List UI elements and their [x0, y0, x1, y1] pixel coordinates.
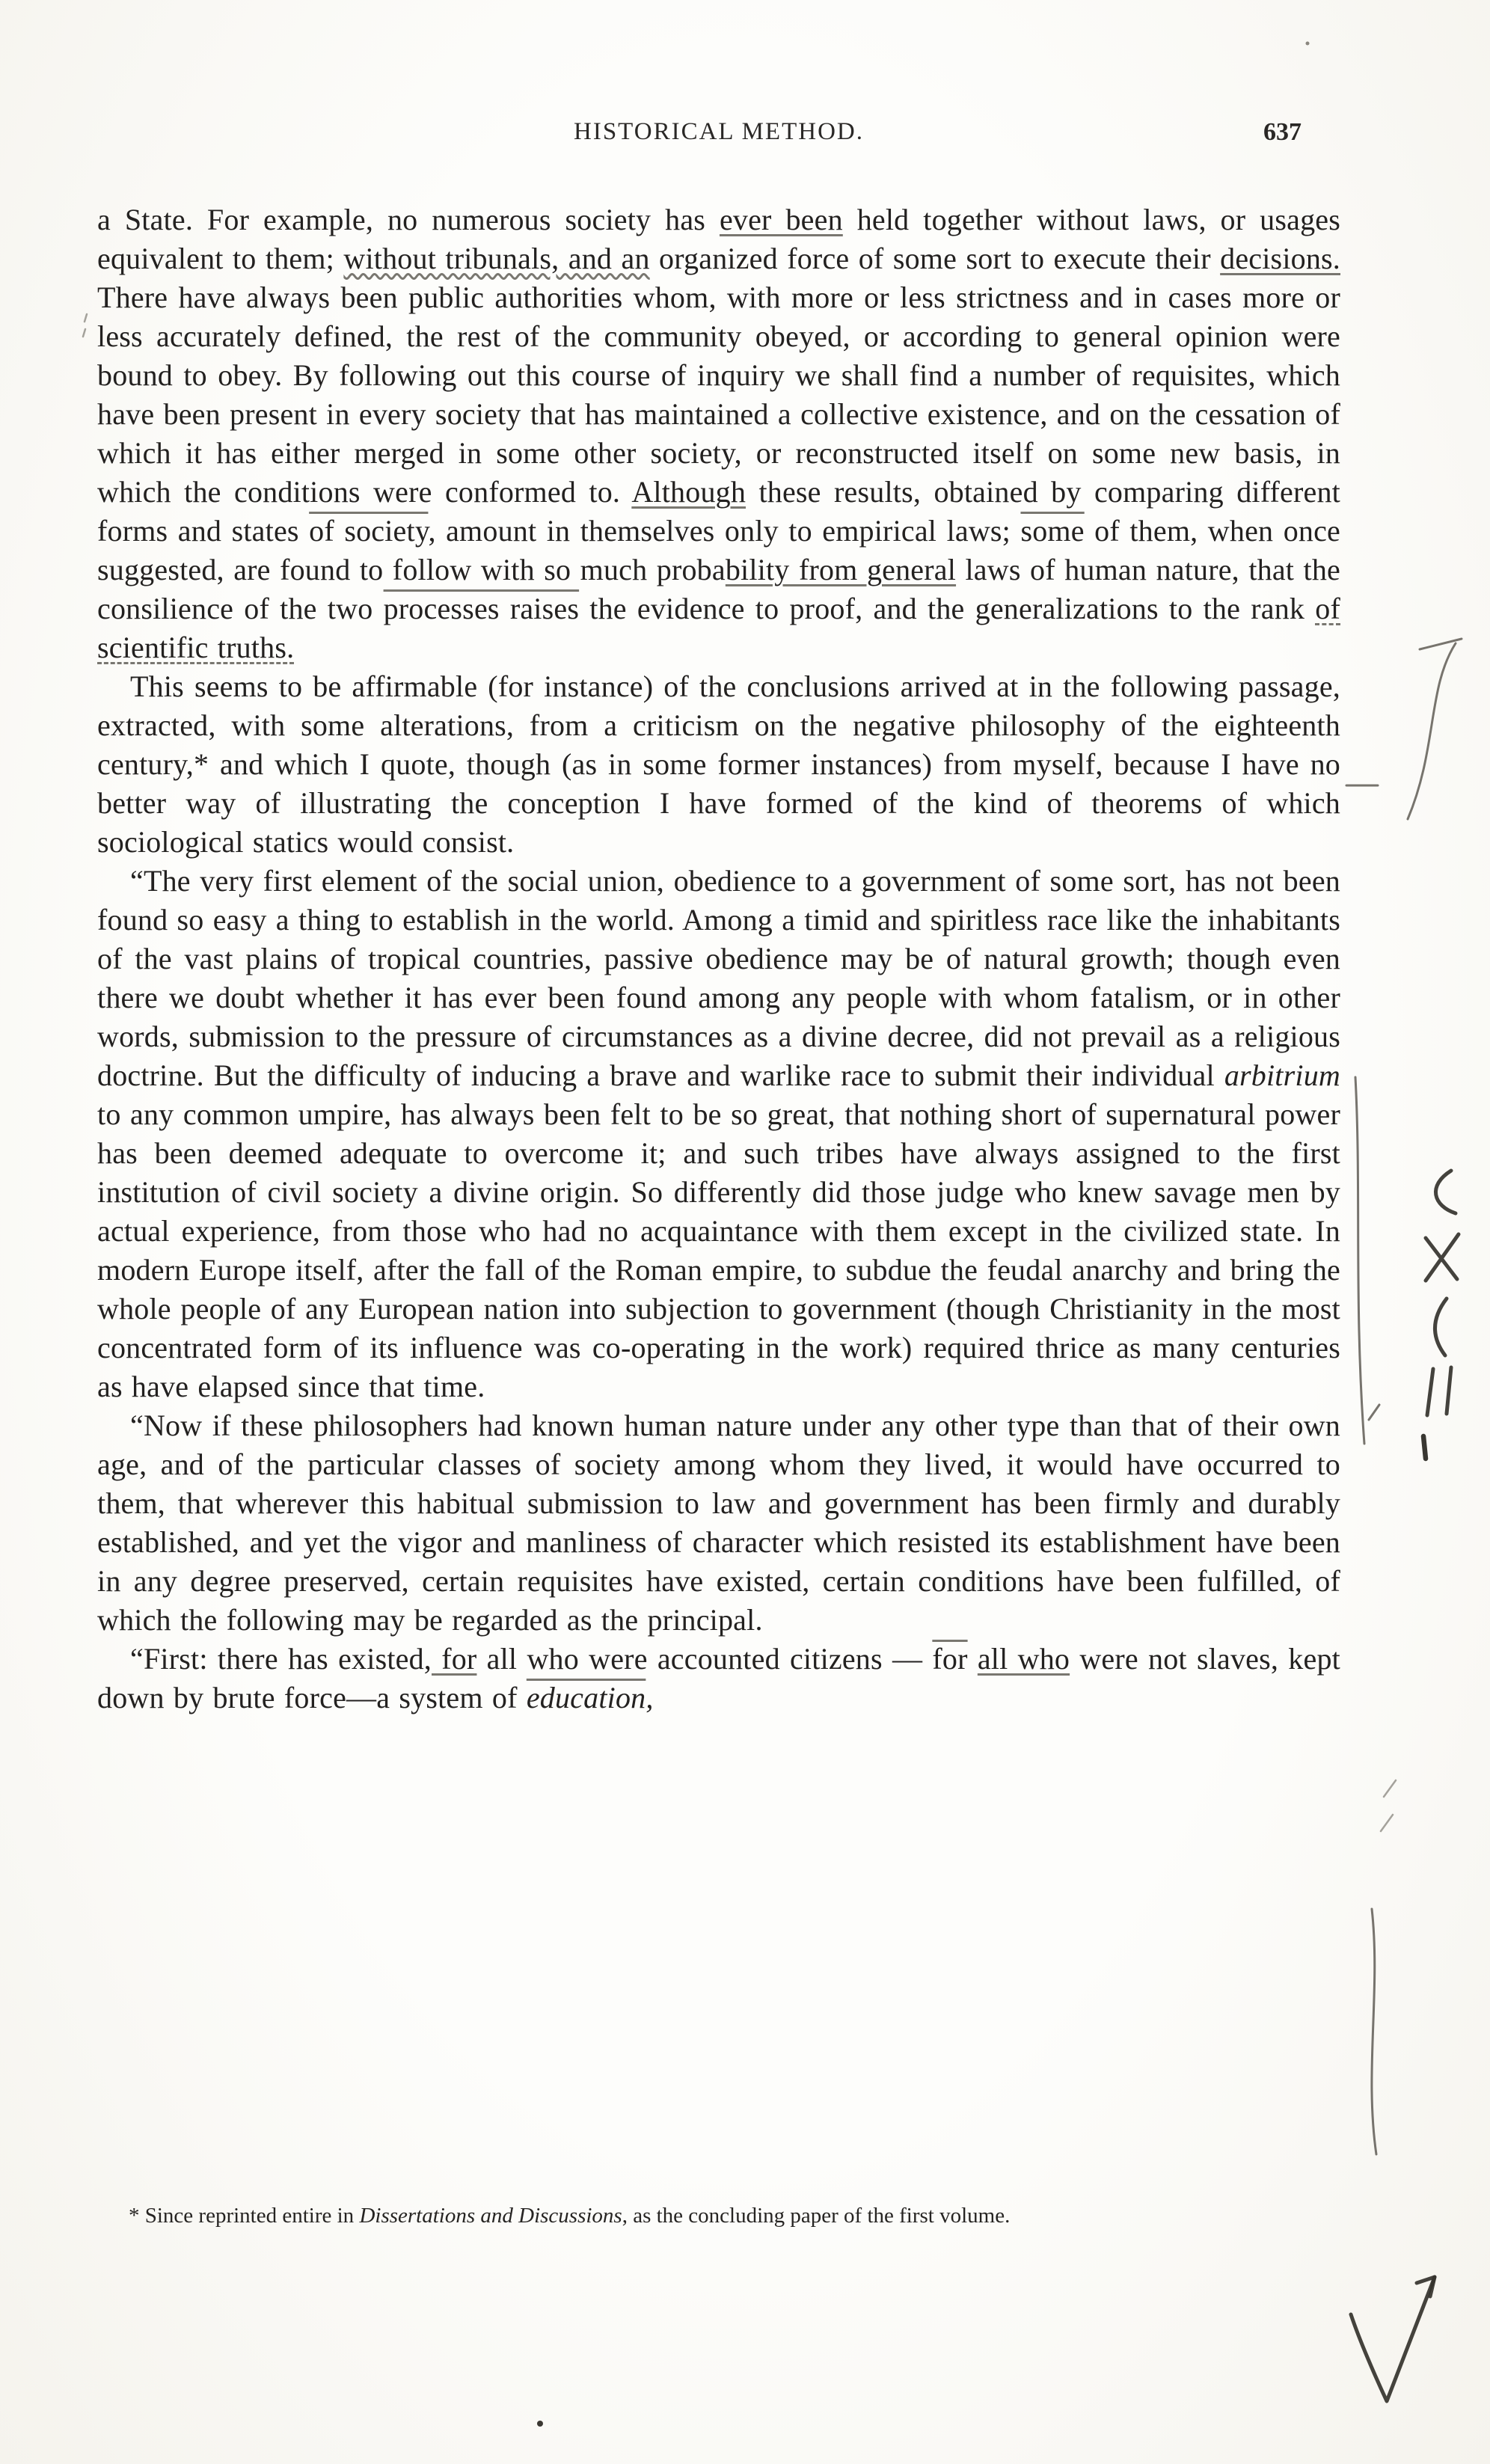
check-arrowhead — [1417, 2277, 1435, 2296]
pencil-marked-text: some — [1020, 514, 1085, 548]
pencil-marked-text: processes raises — [383, 592, 580, 625]
footnote — [97, 2201, 1340, 2231]
text-run: , amount in themselves only to empirical laws; — [428, 514, 1021, 548]
margin-handwriting-stroke — [1427, 1367, 1451, 1415]
pencil-marked-text: $\overline{for}$ — [932, 1642, 968, 1676]
paragraph — [97, 200, 1340, 667]
pencil-marked-text: without tribunals, and an — [343, 242, 650, 275]
pencil-marked-text: of scientific truths. — [97, 592, 1340, 664]
pencil-margin-line-lower — [1372, 1909, 1376, 2154]
italic-text: Dissertations and Discussions — [359, 2204, 622, 2228]
paragraph — [97, 862, 1340, 1406]
faint-margin-mark — [83, 314, 87, 337]
text-run: to any common umpire, has always been felt to be so great, that nothing short of supernatural power has been deemed adequate to overcome it; and such tribes have always assigned to the first institution of civil society a divine origin. So differently did those judge who knew savage men by actual experience, from those who had no acquaintance with them except in the civilized state. In modern Europe itself, after the fall of the Roman empire, to subdue the feudal anarchy and bring the whole people of any European nation into subjection to government (though Christianity in the most concentrated form of its influence was co-operating in the work) required thrice as many centuries as have elapsed since that time. — [97, 1097, 1340, 1403]
footnote-text — [129, 2204, 1010, 2228]
text-run: all who were accounted citizens — — [476, 1642, 933, 1676]
scan-speck — [1306, 42, 1310, 46]
text-run: This seems to be affirmable (for instance) of the conclusions arrived at in the following passage, extracted, with some alterations, from a criticism on the negative philosophy of the eighteenth century,* and which I quote, though (as in some former instances) from myself, because I have no better way of illustrating the conception I have formed of the kind of theorems of which sociological statics would consist. — [97, 669, 1340, 859]
pencil-hook-line — [1420, 639, 1462, 649]
italic-text: , — [646, 1681, 654, 1714]
margin-handwriting-stroke — [1426, 1234, 1459, 1281]
text-run: “First: there has existed, — [130, 1642, 432, 1676]
text-run: laws of human nature, that the consilience of the two — [97, 553, 1341, 625]
body-text — [97, 200, 1340, 1717]
pencil-marked-text: ever been — [719, 203, 843, 236]
text-run: * Since reprinted entire in — [129, 2204, 360, 2228]
pencil-marked-text: for — [432, 1642, 477, 1676]
pencil-marked-text: Although — [631, 475, 746, 509]
running-head: HISTORICAL METHOD. — [574, 118, 864, 145]
text-run: There have always been public authorities whom, with more or less strictness and in cases more or less accurately defined, the rest of the community obeyed, or according to general opinion were bound to obey. By following out this course of inquiry we shall find a number of requisites, which have been present in every society that has maintained a collective existence, and on the cessation of which it has either merged in some other society, or reconstructed itself on some new basis, in which the conditions were conformed to. — [97, 281, 1340, 509]
pencil-marked-text: decisions. — [1220, 242, 1341, 275]
paragraph — [97, 1640, 1340, 1717]
text-run: organized force of some sort to execute their — [649, 242, 1221, 275]
margin-handwriting-stroke — [1435, 1299, 1447, 1355]
pencil-tick — [1369, 1405, 1379, 1420]
pencil-tick — [1381, 1815, 1393, 1831]
pencil-tick — [1384, 1780, 1396, 1797]
ink-dot — [537, 2421, 543, 2427]
ink-dash — [1423, 1436, 1426, 1459]
text-run: “The very first element of the social union, obedience to a government of some sort, has not been found so easy a thing to establish in the world. Among a timid and spiritless race like the inhabitants of the vast plains of tropical countries, passive obedience may be of natural growth; though even there we doubt whether it has ever been found among any people with whom fatalism, or in other words, submission to the pressure of circumstances as a divine decree, did not prevail as a religious doctrine. But the difficulty of inducing a brave and warlike race to submit their individual — [97, 864, 1340, 1092]
check-arrow — [1351, 2277, 1435, 2401]
pencil-bracket-quote — [1355, 1077, 1364, 1444]
pencil-marked-text: bility from general — [725, 553, 957, 586]
text-run: , as the concluding paper of the first volume. — [622, 2204, 1011, 2228]
page-number: 637 — [1263, 118, 1302, 146]
pencil-marked-text: all who — [977, 1642, 1070, 1676]
italic-text: arbitrium — [1224, 1058, 1340, 1092]
pencil-marked-text: of society — [309, 514, 429, 548]
text-run: held together without laws, or usages equivalent to them; — [97, 203, 1341, 275]
page-header — [97, 118, 1340, 154]
pencil-margin-curve — [1408, 643, 1456, 819]
paragraph — [97, 1406, 1340, 1640]
text-run: these results, obtained by comparing different forms and states — [97, 475, 1340, 548]
text-run — [968, 1642, 978, 1676]
text-run: the evidence to proof, and the generalizations to the rank — [579, 592, 1316, 625]
pencil-marked-text: education — [526, 1681, 646, 1714]
paragraph — [97, 667, 1340, 862]
text-run: of them, when once suggested, are found to follow with so much proba — [97, 514, 1341, 586]
text-run: were not slaves, kept down by brute force—a system of — [97, 1642, 1340, 1714]
text-run: a State. For example, no numerous society has — [97, 203, 720, 236]
text-run: “Now if these philosophers had known human nature under any other type than that of their own age, and of the particular classes of society among whom they lived, it would have occurred to them, that wherever this habitual submission to law and government has been firmly and durably established, and yet the vigor and manliness of character which resisted its establishment have been in any degree preserved, certain requisites have existed, certain conditions have been fulfilled, of which the following may be regarded as the principal. — [97, 1409, 1340, 1637]
margin-handwriting-stroke — [1435, 1171, 1456, 1213]
